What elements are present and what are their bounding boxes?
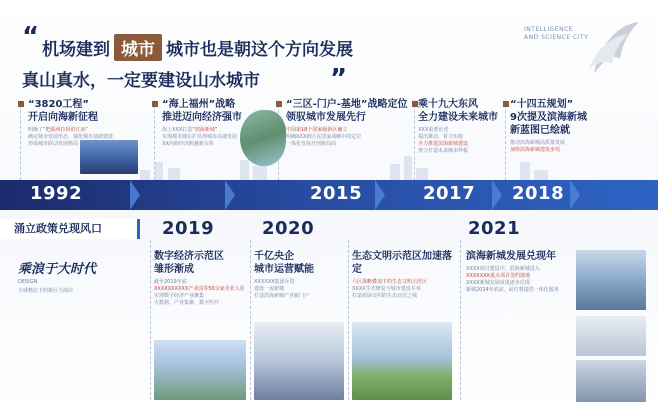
dolphin-sculpture-icon [584,14,644,84]
headline-line1-suffix: 城市也是朝这个方向发展 [166,40,353,60]
top-card-desc: 明确了“把福州拉回沿江向” 确定城市发展形态，强化城市基础建设 形成城市联动发展格局 [28,127,114,147]
photo-city-buildings [154,340,246,400]
brand-en-text [524,26,588,42]
year-2015: 2015 [310,183,363,204]
photo-green-park [352,322,452,400]
tagline-design: DESIGN [18,279,38,285]
connector-line [150,240,151,400]
year-2020: 2020 [262,218,315,239]
photo-skyscraper [254,322,344,400]
bottom-card-title: 雏形渐成 [154,264,194,275]
headline-line1-prefix: 机场建到 [42,40,110,60]
headline-line2: 真山真水，一定要建设山水城市 [22,71,260,91]
top-card-2015 [286,98,408,148]
top-card-title: 乘十九大东风 [418,99,478,110]
bottom-card-desc: XXXXXX集团斥资 建设一流新城 打造滨海新城产业新门户 [254,279,310,299]
year-2019: 2019 [162,218,215,239]
top-card-title: “3820工程” [28,99,89,110]
connector-line [414,100,415,180]
connector-line [154,100,155,180]
bottom-card-2021b [466,250,576,294]
headline-line1 [42,34,353,61]
photo-train [576,360,646,402]
policy-label: 涌立政策兑现风口 [0,219,140,239]
timeline-arrow [570,180,580,210]
year-2017: 2017 [423,183,476,204]
brand-logo [524,14,644,84]
top-card-title: 领驭城市发展先行 [286,112,366,123]
top-card-desc: XXX重要论述 提出推动，着力实施 全力推进滨海新城建设 努力打造未来城市样板 [418,127,469,154]
top-card-title: 推进迈向经济强市 [162,112,242,123]
connector-line [460,240,461,400]
timeline-arrow [492,180,502,210]
top-card-title: “十四五规划” [510,99,574,110]
quote-open: “ [22,22,40,52]
brand-en-line2: AND SCIENCE CITY [524,34,589,41]
top-card-title: 开启向海新征程 [28,112,98,123]
tagline-main: 乘浪于大时代 [18,262,97,277]
bottom-card-2020 [254,250,346,300]
bottom-card-title: 城市运营赋能 [254,264,314,275]
card-marker [18,101,24,107]
bottom-card-desc: 截至2019年底 XXXXXXXXXX产业园等50余家企业入驻 实现数字经济产业聚集 大数据、产业集聚、数字医疗 [154,279,245,306]
bottom-card-title: 千亿央企 [254,251,294,262]
card-marker [152,101,158,107]
top-card-desc: 推动滨海新城高质量发展 加快滨海新城建设步伐 [510,140,566,153]
top-card-2018 [510,98,610,154]
brand-en-line1: INTELLIGENCE [524,26,574,33]
photo-green-island [240,110,286,166]
tagline [18,258,118,298]
headline-highlight: 城市 [114,34,162,61]
card-marker [503,101,509,107]
connector-line [348,240,349,400]
top-card-2017 [418,98,506,155]
quote-close: ” [330,64,348,94]
bottom-card-title: 生态文明示范区加速落定 [352,251,452,275]
photo-aerial-city [576,250,646,310]
top-card-desc: 中国第18个国家级新区确立 明确XXX新区在国家战略中的定位 一体化发展开创新局面 [286,127,362,147]
timeline-arrow [225,180,235,210]
bottom-card-title: 数字经济示范区 [154,251,224,262]
year-2021: 2021 [468,218,521,239]
photo-city-night [80,140,138,174]
connector-line [20,100,21,180]
top-card-title: “三区-门户-基地”战略定位 [286,99,408,110]
bottom-card-2021a [352,250,456,300]
photo-building [576,316,646,356]
card-marker [276,101,282,107]
top-card-title: “海上福州”战略 [162,99,236,110]
top-card-title: 全力建设未来城市 [418,112,498,123]
bottom-card-desc: XXXX项目建设中，滨海新城进入 XXXXXXX重点项目签约落地 XXXX新城发展成果逐步兑现 新城2024年底前，前灯将提供一体化服务 [466,266,559,293]
timeline-arrow [375,180,385,210]
bottom-card-desc: 六区战略叠加下的生态文明示范区 XXXX生态修复与城市建设并举 打造蓝绿交织的生态宜居之城 [352,279,428,299]
bottom-card-2019 [154,250,250,307]
tagline-sub: 全球格位下的新区与海岸 [18,288,74,294]
top-card-title: 9次提及滨海新城 [510,112,587,123]
top-card-desc: 海上XXX打造“滨海新城” 实现都市圈东扩沿海城市高速发展 XX向海经济跨越新台阶 [162,127,238,147]
timeline-arrow [130,180,140,210]
year-2018: 2018 [512,183,565,204]
connector-line [250,240,251,400]
year-1992: 1992 [30,183,83,204]
top-card-title: 新蓝图已绘就 [510,125,570,136]
bottom-card-title: 滨海新城发展兑现年 [466,251,556,262]
